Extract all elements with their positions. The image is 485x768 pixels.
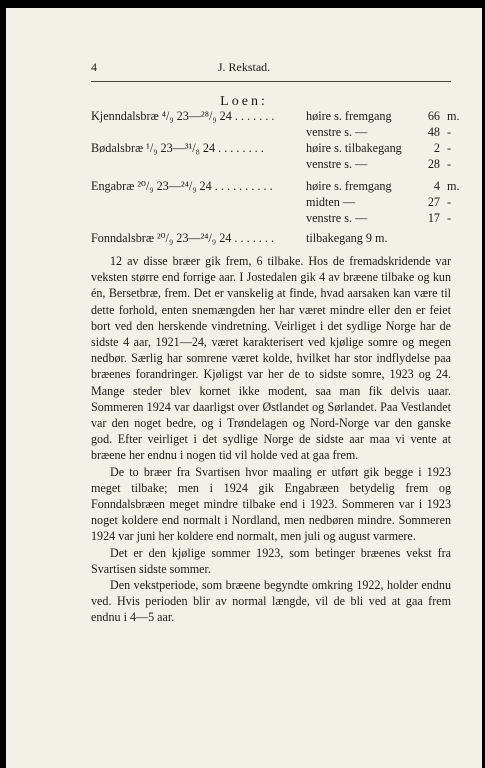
measurement-side: venstre s. — — [306, 157, 368, 171]
page-number: 4 — [91, 60, 97, 74]
paragraph: 12 av disse bræer gik frem, 6 tilbake. Hos de fremadskridende var veksten større end forrige aar. I Jostedalen gik 4 av bræene tilbake og kun én, Bersetbræ, frem. Det er vanskelig at finde, hvad aarsaken kan være til dette forhold, enten snemængden her har været mindre eller den er feiet bort ved den herskende vindretning. Veirliget i det sydlige Norge har de sidste 4 aar, 1921—24, været karakterisert ved kjølige somre og megen nedbør. Særlig har somrene været kolde, hvilket har stor indflydelse paa bræenes forandringer. Kjøligst var her de to sidste somre, 1923 og 24. Mange steder blev kornet ikke modent, saa man fik delvis uaar. Sommeren 1924 var daarligst over Østlandet og Sørlandet. Paa Vestlandet var den noget bedre, og i Trøndelagen og Nord-Norge var den ganske god. Efter veirliget i det sydlige Norge de sidste aar maa vi vente at bræene her endnu i nogen tid vil holde ved at gaa frem. — [91, 254, 451, 463]
measurement-side: tilbakegang 9 m. — [306, 231, 388, 245]
glacier-label: Kjenndalsbræ ⁴/₉ 23—²⁸/₉ 24 . . . . . . . — [91, 109, 275, 123]
section-title: Loen: — [220, 94, 268, 109]
measurement-unit: - — [447, 211, 452, 225]
measurement-value: 2 — [433, 141, 440, 155]
measurement-value: 66 — [427, 109, 440, 123]
measurement-value: 17 — [427, 211, 440, 225]
header-rule — [91, 81, 451, 82]
measurement-unit: m. — [447, 109, 460, 123]
measurement-value: 27 — [427, 195, 440, 209]
measurement-side: høire s. fremgang — [306, 109, 392, 123]
glacier-label: Bødalsbræ ¹/₉ 23—³¹/₈ 24 . . . . . . . . — [91, 141, 264, 155]
measurement-side: midten — — [306, 195, 356, 209]
measurement-unit: - — [447, 157, 452, 171]
measurement-side: høire s. fremgang — [306, 179, 392, 193]
glacier-label: Fonndalsbræ ²⁰/₉ 23—²⁴/₉ 24 . . . . . . . — [91, 231, 275, 245]
paragraph: Det er den kjølige sommer 1923, som betinger bræenes vekst fra Svartisen sidste sommer. — [91, 545, 451, 576]
measurement-value: 28 — [427, 157, 440, 171]
measurement-side: høire s. tilbakegang — [306, 141, 402, 155]
document-page — [6, 8, 482, 768]
measurement-unit: - — [447, 195, 452, 209]
measurement-value: 4 — [433, 179, 440, 193]
page-header — [6, 60, 482, 80]
paragraph: Den vekstperiode, som bræene begyndte omkring 1922, holder endnu ved. Hvis perioden blir av normal længde, vil de bli ved at gaa frem endnu i 4—5 aar. — [91, 578, 451, 625]
measurement-side: venstre s. — — [306, 125, 368, 139]
measurement-unit: - — [447, 125, 452, 139]
measurement-unit: - — [447, 141, 452, 155]
measurement-value: 48 — [427, 125, 440, 139]
glacier-label: Engabræ ²⁰/₉ 23—²⁴/₉ 24 . . . . . . . . . . — [91, 179, 273, 193]
paragraph: De to bræer fra Svartisen hvor maaling er utført gik begge i 1923 meget tilbake; men i 1924 gik Engabræen betydelig frem og Fonndalsbræen meget mindre tilbake end i 1923. Sommeren var i 1923 noget koldere end normalt i Nordland, men nedbøren mindre. Sommeren 1924 var juni her koldere end normalt, men juli og august varmere. — [91, 464, 451, 544]
body-text — [91, 253, 451, 626]
measurement-unit: m. — [447, 179, 460, 193]
measurement-side: venstre s. — — [306, 211, 368, 225]
running-head: J. Rekstad. — [217, 60, 271, 74]
